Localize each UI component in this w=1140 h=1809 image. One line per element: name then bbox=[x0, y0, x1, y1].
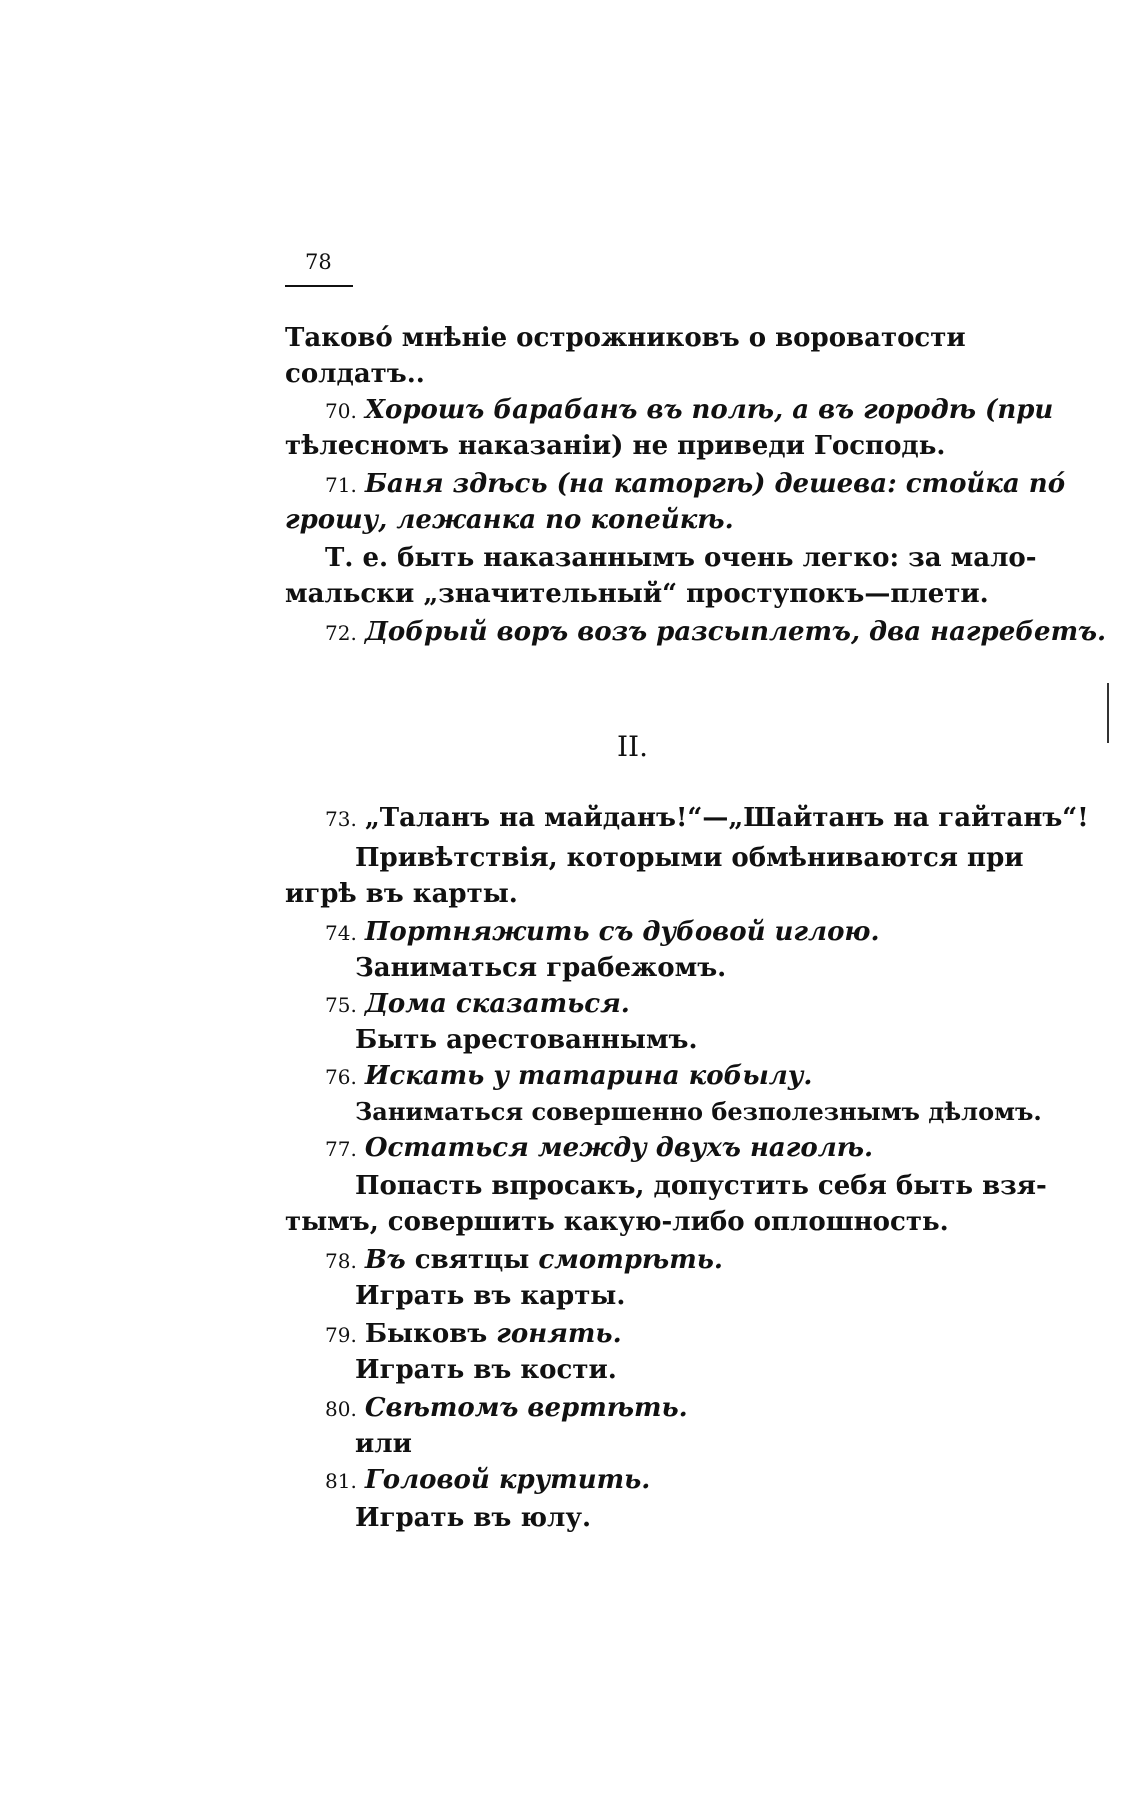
entry-79 bbox=[325, 1316, 622, 1353]
scan-margin-mark bbox=[1107, 683, 1109, 743]
entry-number: 70. bbox=[325, 399, 357, 423]
entry-77 bbox=[325, 1130, 873, 1167]
intro-line-1: Таково́ мнѣніе острожниковъ о вороватости bbox=[285, 323, 966, 353]
proverb-text: Остаться между двухъ наголѣ. bbox=[364, 1133, 874, 1163]
proverb-text-b: гонять. bbox=[496, 1319, 622, 1349]
entry-75 bbox=[325, 986, 630, 1023]
entry-number: 77. bbox=[325, 1137, 357, 1161]
proverb-text: Добрый воръ возъ разсыплетъ, два нагребетъ. bbox=[364, 617, 1107, 647]
proverb-text: Дома сказаться. bbox=[364, 989, 630, 1019]
page-number: 78 bbox=[305, 250, 332, 274]
proverb-text-c: смотрѣть. bbox=[538, 1245, 723, 1275]
proverb-text-a: Въ bbox=[364, 1245, 406, 1275]
entry-78 bbox=[325, 1242, 723, 1279]
entry-number: 75. bbox=[325, 993, 357, 1017]
proverb-text-a: Быковъ bbox=[364, 1319, 488, 1349]
entry-number: 78. bbox=[325, 1249, 357, 1273]
proverb-text: Головой крутить. bbox=[364, 1465, 651, 1495]
entry-70-line-2: тѣлесномъ наказаніи) не приведи Господь. bbox=[285, 431, 946, 461]
explanation-71-line-1: Т. е. быть наказаннымъ очень легко: за мало- bbox=[325, 543, 1037, 573]
entry-71-line-1 bbox=[325, 466, 1065, 503]
explanation-71-line-2: мальски „значительный“ проступокъ—плети. bbox=[285, 579, 989, 609]
entry-73 bbox=[325, 800, 1089, 837]
entry-81 bbox=[325, 1462, 650, 1499]
connector-or: или bbox=[355, 1429, 412, 1459]
proverb-text: „Таланъ на майданъ!“—„Шайтанъ на гайтанъ“! bbox=[364, 803, 1089, 833]
entry-number: 74. bbox=[325, 921, 357, 945]
entry-70-line-1 bbox=[325, 392, 1054, 429]
entry-number: 76. bbox=[325, 1065, 357, 1089]
entry-number: 81. bbox=[325, 1469, 357, 1493]
entry-number: 73. bbox=[325, 807, 357, 831]
explanation-78: Играть въ карты. bbox=[355, 1281, 626, 1311]
explanation-76: Заниматься совершенно безполезнымъ дѣломъ. bbox=[355, 1097, 1042, 1126]
entry-80 bbox=[325, 1390, 688, 1427]
proverb-text: Баня здѣсь (на каторгѣ) дешева: стойка по́ bbox=[364, 469, 1066, 499]
proverb-text: Свѣтомъ вертѣть. bbox=[364, 1393, 688, 1423]
entry-72 bbox=[325, 614, 1106, 651]
entry-74 bbox=[325, 914, 880, 951]
explanation-75: Быть арестованнымъ. bbox=[355, 1025, 698, 1055]
proverb-text: Портняжить съ дубовой иглою. bbox=[364, 917, 880, 947]
explanation-73-line-1: Привѣтствія, которыми обмѣниваются при bbox=[355, 843, 1024, 873]
entry-number: 80. bbox=[325, 1397, 357, 1421]
intro-line-2: солдатъ.. bbox=[285, 359, 425, 389]
page-number-rule bbox=[285, 285, 353, 287]
entry-76 bbox=[325, 1058, 812, 1095]
proverb-text-b: святцы bbox=[414, 1245, 530, 1275]
explanation-77-line-1: Попасть впросакъ, допустить себя быть взя- bbox=[355, 1171, 1047, 1201]
entry-number: 72. bbox=[325, 621, 357, 645]
proverb-text: Хорошъ барабанъ въ полѣ, а въ городѣ (при bbox=[364, 395, 1054, 425]
explanation-81: Играть въ юлу. bbox=[355, 1503, 592, 1533]
entry-number: 79. bbox=[325, 1323, 357, 1347]
explanation-74: Заниматься грабежомъ. bbox=[355, 953, 727, 983]
section-heading: II. bbox=[617, 730, 649, 763]
entry-71-line-2: грошу, лежанка по копейкѣ. bbox=[285, 505, 734, 535]
entry-number: 71. bbox=[325, 473, 357, 497]
explanation-77-line-2: тымъ, совершить какую-либо оплошность. bbox=[285, 1207, 949, 1237]
proverb-text: Искать у татарина кобылу. bbox=[364, 1061, 813, 1091]
explanation-79: Играть въ кости. bbox=[355, 1355, 617, 1385]
explanation-73-line-2: игрѣ въ карты. bbox=[285, 879, 518, 909]
